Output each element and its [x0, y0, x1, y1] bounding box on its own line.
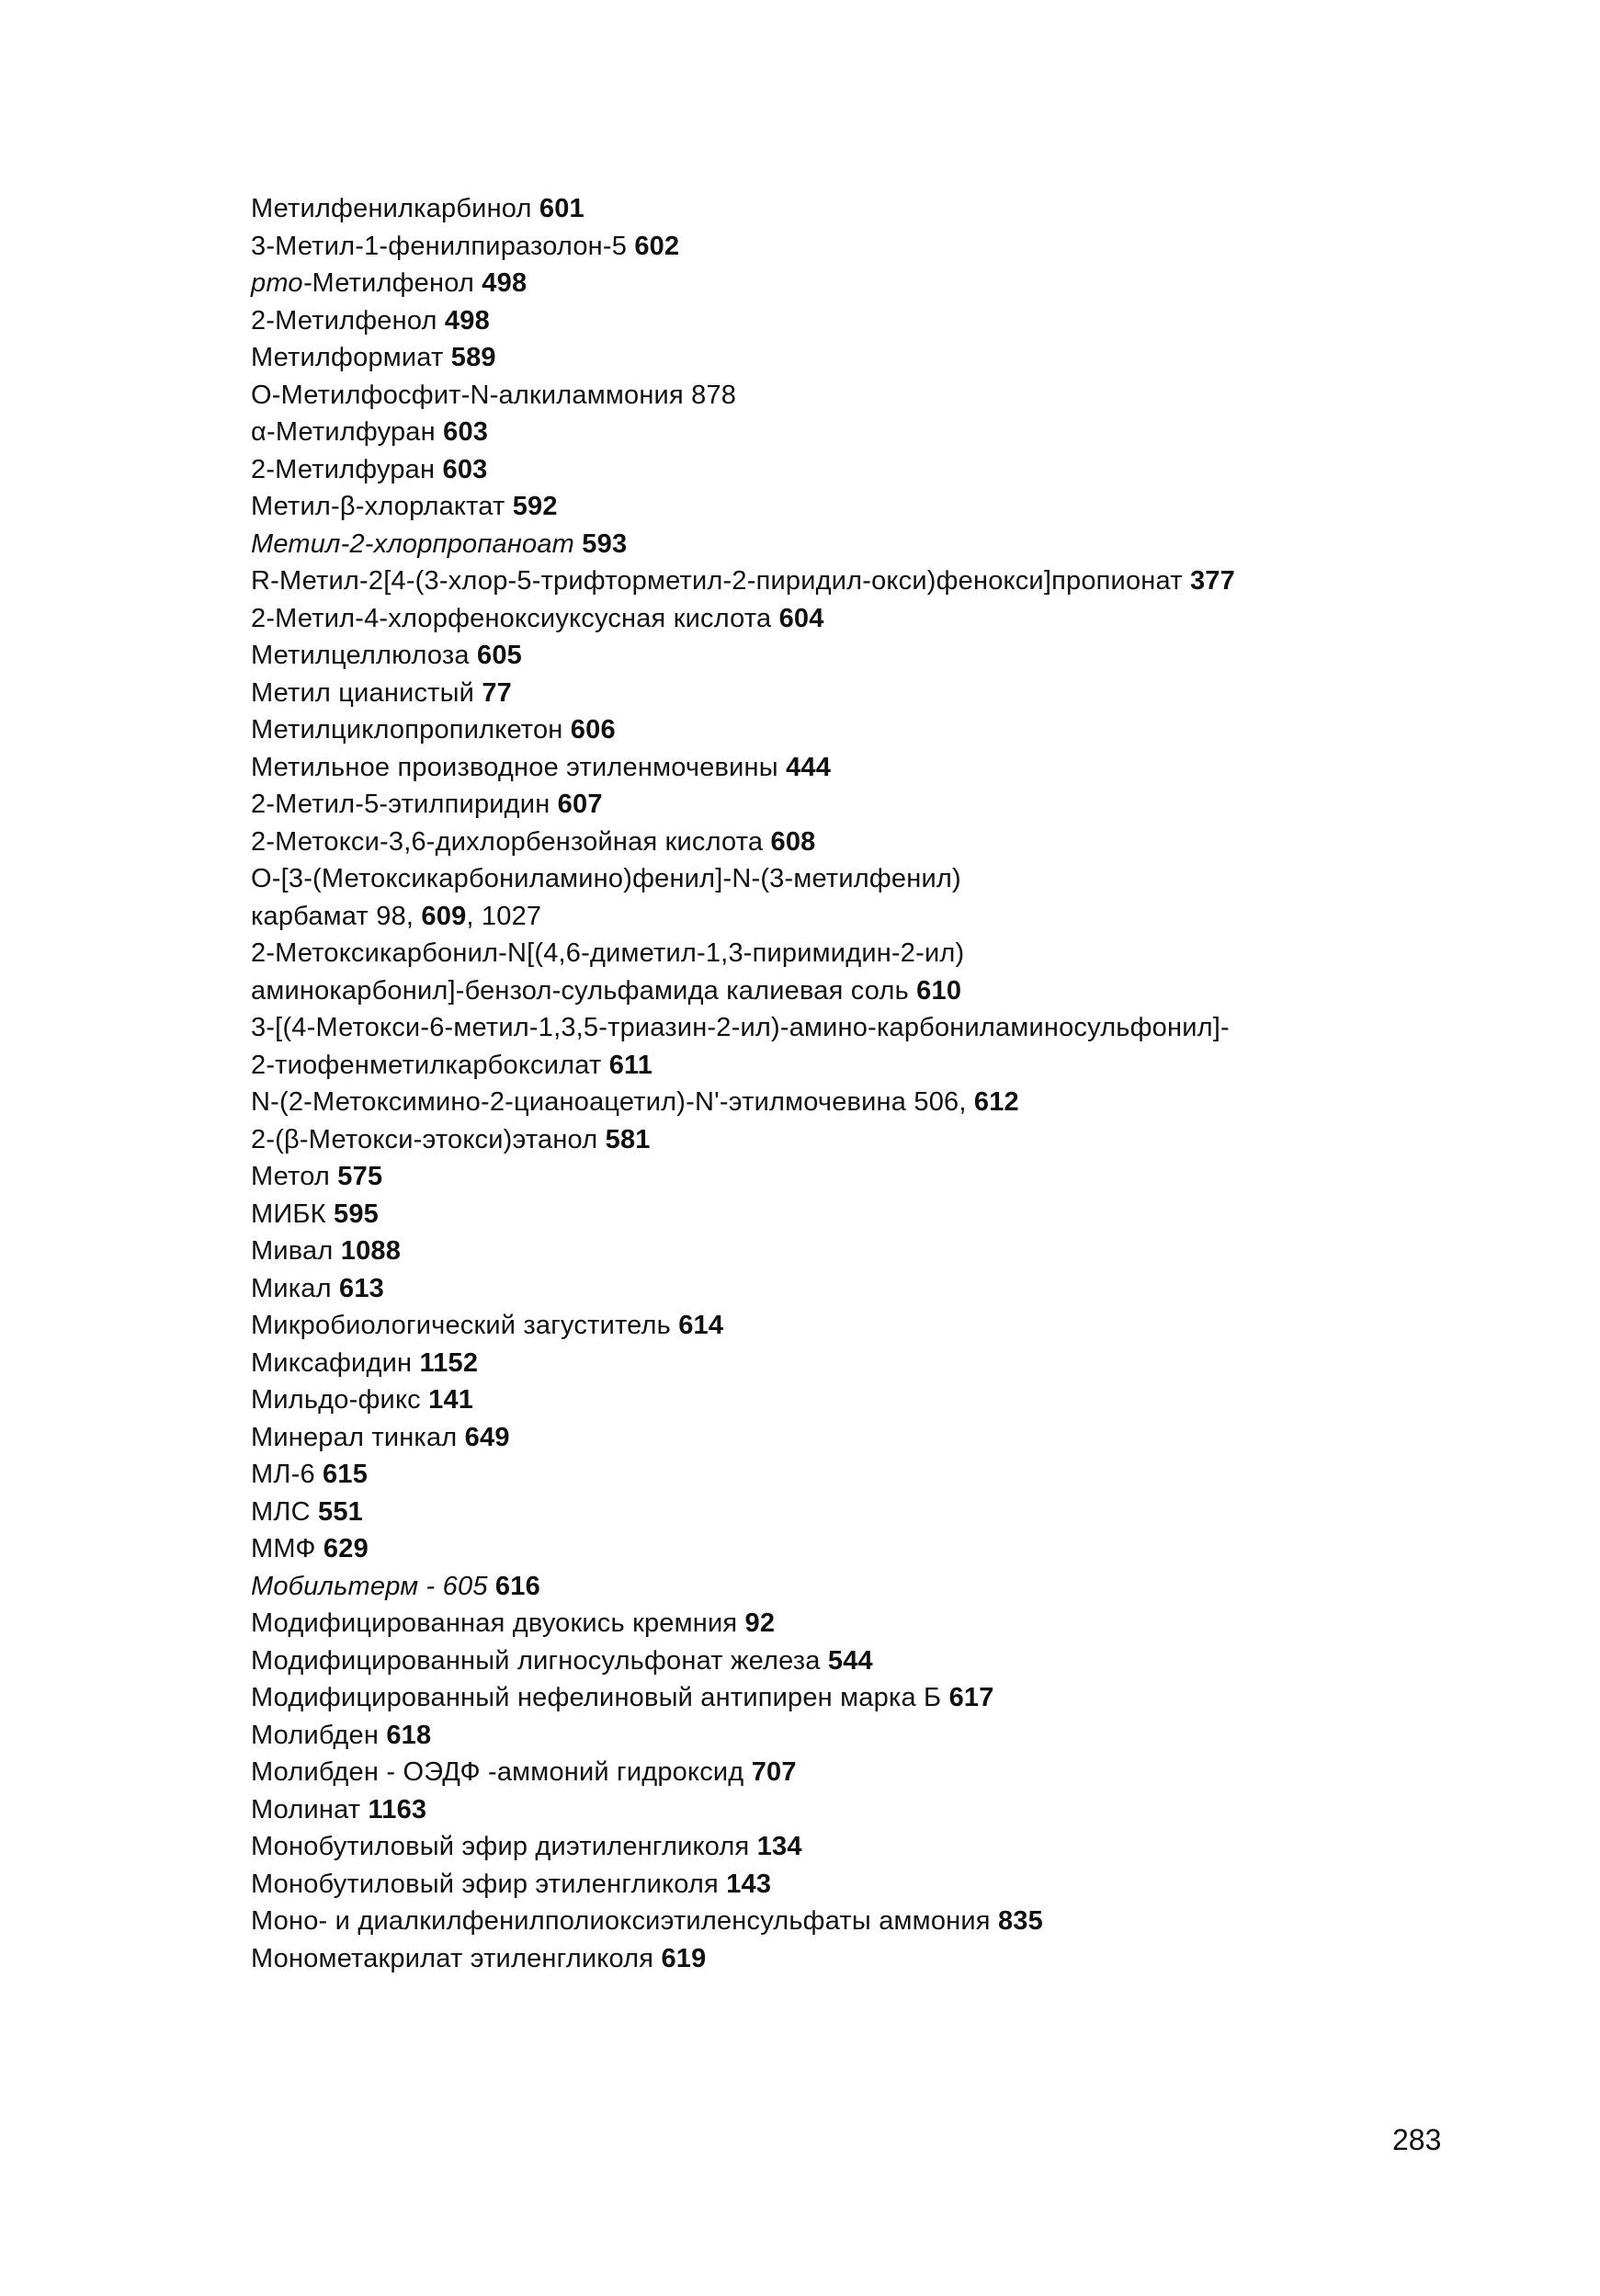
entry-term: 2-Метилфенол: [251, 305, 445, 335]
entry-term-italic: рто-: [251, 268, 312, 298]
entry-term: Метил-β-хлорлактат: [251, 492, 513, 521]
index-entry: [251, 526, 1556, 563]
index-entry: [251, 1494, 1556, 1531]
entry-term: 2-Метил-5-этилпиридин: [251, 790, 558, 819]
entry-page-ref-main: 606: [570, 715, 616, 744]
entry-page-ref-main: 603: [442, 454, 488, 484]
index-entry: [251, 414, 1556, 451]
entry-term: Метилциклопропилкетон: [251, 715, 571, 744]
entry-page-ref-main: 1152: [419, 1347, 479, 1378]
entry-page-ref-main: 649: [464, 1422, 510, 1452]
index-entry: [251, 1307, 1556, 1345]
entry-page-ref-main: 615: [323, 1460, 369, 1489]
entry-term: Монобутиловый эфир этиленгликоля: [251, 1869, 727, 1899]
entry-page-ref: , 1027: [466, 901, 542, 931]
entry-term: МИБК: [251, 1199, 334, 1229]
entry-term: 2-Метил-4-хлорфеноксиуксусная кислота: [251, 603, 779, 633]
entry-page-ref: 878: [691, 380, 737, 410]
entry-page-ref: 506,: [913, 1087, 974, 1117]
entry-term: Метилцеллюлоза: [251, 641, 477, 670]
entry-term: 2-Метоксикарбонил-N[(4,6-диметил-1,3-пиримидин-2-ил): [251, 938, 965, 968]
entry-page-ref-main: 141: [428, 1385, 474, 1415]
entry-term: 2-Метокси-3,6-дихлорбензойная кислота: [251, 826, 771, 857]
entry-page-ref-main: 595: [333, 1199, 379, 1229]
entry-term: Метилформиат: [251, 343, 451, 372]
entry-page-ref-main: 609: [421, 901, 467, 931]
entry-term-italic: Мобильтерм - 605: [251, 1571, 495, 1601]
entry-term: 3-Метил-1-фенилпиразолон-5: [251, 231, 635, 261]
index-entry: [251, 1679, 1556, 1717]
entry-page-ref-main: 581: [605, 1124, 651, 1154]
index-entry: [251, 1456, 1556, 1494]
entry-term: Молинат: [251, 1794, 369, 1824]
entry-term: 3-[(4-Метокси-6-метил-1,3,5-триазин-2-ил)-амино-карбониламиносульфонил]-: [251, 1013, 1230, 1042]
entry-page-ref-main: 593: [582, 529, 628, 559]
entry-page-ref-main: 617: [948, 1683, 994, 1712]
entry-page-ref-main: 1163: [368, 1794, 427, 1824]
entry-page-ref-main: 604: [778, 603, 824, 633]
entry-term: Мильдо-фикс: [251, 1385, 429, 1415]
index-entry: [251, 860, 1556, 898]
entry-term: Модифицированная двуокись кремния: [251, 1608, 745, 1638]
index-entry: [251, 1084, 1556, 1121]
index-entry: [251, 1121, 1556, 1159]
entry-page-ref-main: 444: [786, 752, 832, 782]
index-entry: [251, 1866, 1556, 1904]
entry-term: Микробиологический загуститель: [251, 1311, 679, 1340]
index-entry: [251, 1047, 1556, 1085]
index-entry: [251, 265, 1556, 302]
entry-term: Метол: [251, 1162, 338, 1191]
entry-page-ref: 98,: [376, 901, 422, 931]
index-entry: [251, 1717, 1556, 1755]
entry-term: карбамат: [251, 901, 377, 931]
entry-page-ref-main: 377: [1189, 566, 1235, 596]
entry-term: Монобутиловый эфир диэтиленгликоля: [251, 1832, 757, 1861]
entry-page-ref-main: 611: [608, 1050, 653, 1080]
index-entry: [251, 1903, 1556, 1940]
entry-term: МЛС: [251, 1496, 318, 1527]
entry-term: Модифицированный лигносульфонат железа: [251, 1645, 828, 1676]
index-entry: [251, 1754, 1556, 1791]
entry-term: 2-Метилфуран: [251, 454, 443, 484]
entry-term: Метилфенол: [312, 268, 482, 298]
index-entry: [251, 1791, 1556, 1829]
entry-term: Модифицированный нефелиновый антипирен марка Б: [251, 1683, 949, 1712]
entry-term: 2-тиофенметилкарбоксилат: [251, 1050, 609, 1080]
index-entry: [251, 1158, 1556, 1196]
index-entry: [251, 1605, 1556, 1642]
index-entry: [251, 711, 1556, 749]
entry-term: R-Метил-2[4-(3-хлор-5-трифторметил-2-пиридил-окси)фенокси]пропионат: [251, 566, 1190, 596]
index-entry: [251, 1419, 1556, 1457]
entry-page-ref-main: 619: [661, 1943, 707, 1973]
index-entry: [251, 1196, 1556, 1233]
entry-term: Молибден - ОЭДФ -аммоний гидроксид: [251, 1757, 752, 1787]
entry-page-ref-main: 589: [450, 343, 496, 372]
index-entry: [251, 228, 1556, 266]
index-entry: [251, 1940, 1556, 1978]
entry-term: Миксафидин: [251, 1347, 420, 1378]
entry-page-ref-main: 551: [318, 1496, 363, 1527]
entry-page-ref-main: 603: [443, 417, 489, 447]
entry-page-ref-main: 614: [678, 1311, 724, 1340]
index-entry: [251, 824, 1556, 861]
entry-page-ref-main: 602: [634, 231, 680, 261]
entry-page-ref-main: 575: [337, 1162, 383, 1191]
index-entry: [251, 190, 1556, 228]
entry-term: Метилфенилкарбинол: [251, 194, 539, 223]
entry-term: аминокарбонил]-бензол-сульфамида калиевая соль: [251, 975, 917, 1006]
entry-page-ref-main: 498: [482, 268, 528, 298]
entry-page-ref-main: 629: [323, 1534, 369, 1563]
entry-term: О-[3-(Метоксикарбониламино)фенил]-N-(3-метилфенил): [251, 864, 961, 893]
index-entry: [251, 749, 1556, 787]
index-entry: [251, 1530, 1556, 1568]
page-number: 283: [1392, 2123, 1442, 2156]
index-entry: [251, 1828, 1556, 1866]
entry-page-ref-main: 616: [494, 1571, 540, 1601]
index-entry: [251, 935, 1556, 972]
entry-term: Монометакрилат этиленгликоля: [251, 1943, 662, 1973]
index-entry: [251, 563, 1556, 600]
index-entry: [251, 675, 1556, 712]
entry-page-ref-main: 592: [512, 492, 558, 521]
entry-page-ref-main: 612: [973, 1087, 1019, 1117]
index-entry: [251, 1642, 1556, 1680]
entry-page-ref-main: 613: [339, 1273, 384, 1303]
index-entry: [251, 302, 1556, 340]
entry-term-italic: Метил-2-хлорпропаноат: [251, 529, 583, 559]
entry-term: Метильное производное этиленмочевины: [251, 752, 787, 782]
index-entry: [251, 377, 1556, 415]
index-entry: [251, 1345, 1556, 1382]
index-entry: [251, 1270, 1556, 1308]
entry-term: Микал: [251, 1273, 339, 1303]
entry-term: ММФ: [251, 1534, 323, 1563]
index-entry: [251, 637, 1556, 675]
entry-page-ref-main: 707: [751, 1757, 797, 1787]
entry-page-ref-main: 601: [539, 194, 584, 223]
entry-page-ref-main: 544: [827, 1645, 873, 1676]
entry-term: α-Метилфуран: [251, 417, 444, 447]
entry-page-ref-main: 134: [756, 1832, 802, 1861]
entry-term: Минерал тинкал: [251, 1422, 465, 1452]
index-entry: [251, 1381, 1556, 1419]
entry-term: 2-(β-Метокси-этокси)этанол: [251, 1124, 606, 1154]
entry-page-ref-main: 608: [770, 826, 816, 857]
entry-term: Метил цианистый: [251, 677, 482, 708]
entry-page-ref-main: 835: [997, 1906, 1043, 1936]
entry-term: О-Метилфосфит-N-алкиламмония: [251, 380, 692, 410]
entry-term: Молибден: [251, 1720, 387, 1750]
entry-page-ref-main: 607: [557, 790, 603, 819]
entry-page-ref-main: 143: [726, 1869, 772, 1899]
index-entry: [251, 898, 1556, 936]
entry-page-ref-main: 498: [444, 305, 490, 335]
entry-page-ref-main: 1088: [340, 1236, 402, 1266]
index-entry: [251, 488, 1556, 526]
index-entry: [251, 339, 1556, 377]
entry-term: МЛ-6: [251, 1460, 323, 1489]
index-entry-list: [251, 190, 1556, 1977]
index-entry: [251, 1233, 1556, 1270]
index-entry: [251, 600, 1556, 638]
index-entry: [251, 451, 1556, 489]
index-entry: [251, 786, 1556, 824]
index-entry: [251, 1568, 1556, 1606]
entry-term: Моно- и диалкилфенилполиоксиэтиленсульфаты аммония: [251, 1906, 998, 1936]
index-entry: [251, 972, 1556, 1010]
entry-term: Мивал: [251, 1236, 341, 1266]
entry-page-ref-main: 77: [482, 677, 513, 708]
entry-page-ref-main: 610: [916, 975, 962, 1006]
index-entry: [251, 1009, 1556, 1047]
entry-page-ref-main: 605: [477, 641, 522, 670]
entry-term: N-(2-Метоксимино-2-цианоацетил)-N'-этилмочевина: [251, 1087, 914, 1117]
entry-page-ref-main: 92: [744, 1608, 776, 1638]
entry-page-ref-main: 618: [386, 1720, 432, 1750]
